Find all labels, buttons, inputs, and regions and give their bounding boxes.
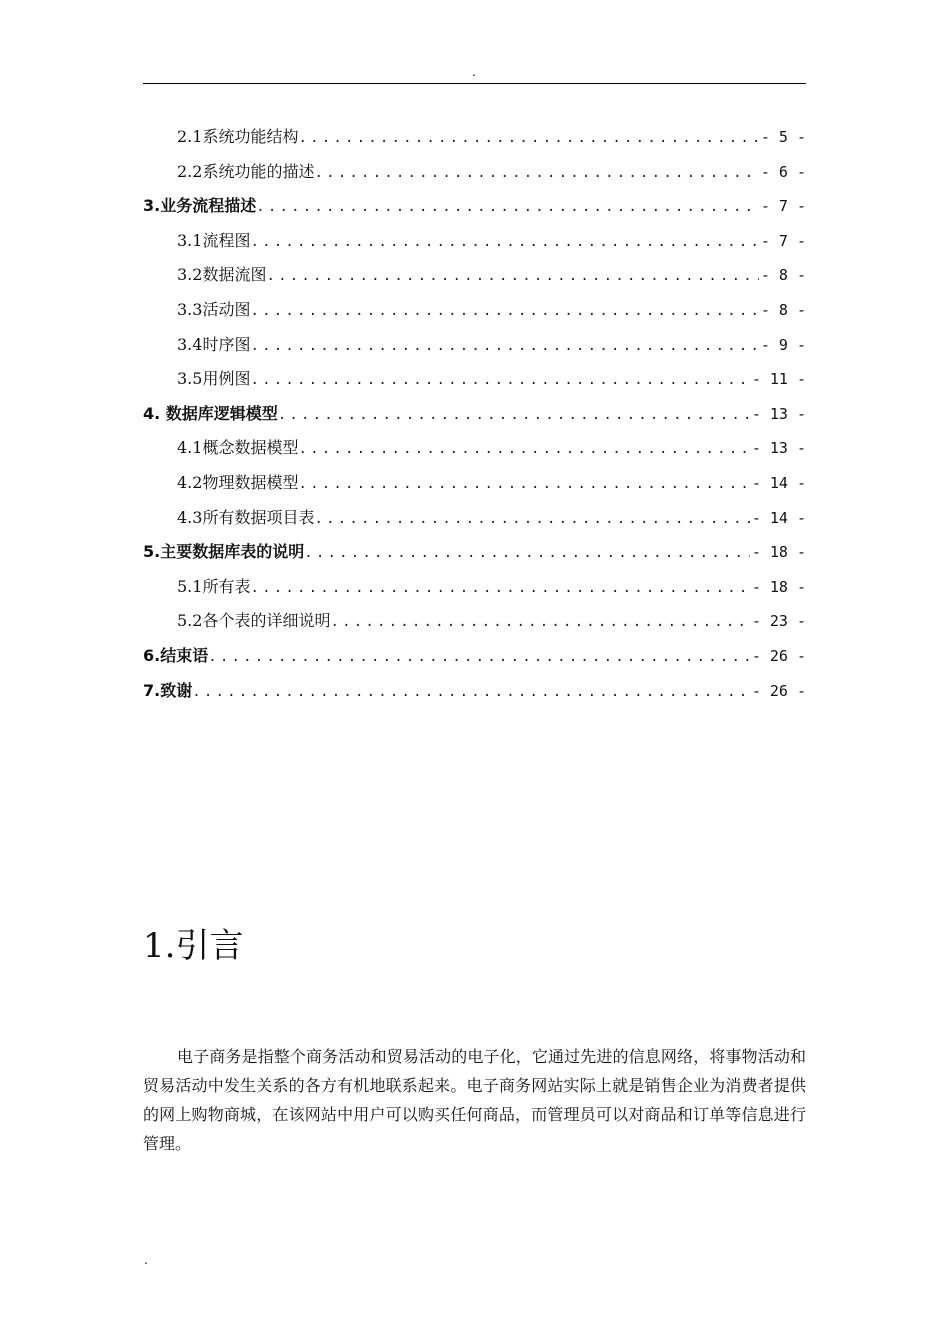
toc-entry-page: - 8 - (760, 300, 806, 319)
toc-entry-page: - 11 - (751, 370, 806, 389)
toc-entry-title: 4.3所有数据项目表 (177, 507, 315, 527)
toc-entry-page: - 18 - (751, 543, 806, 562)
toc-entry-page: - 5 - (760, 128, 806, 146)
toc-entry[interactable] (143, 189, 806, 224)
toc-entry-page: - 7 - (760, 197, 806, 216)
toc-entry[interactable] (143, 501, 806, 536)
toc-entry-page: - 23 - (751, 612, 806, 631)
toc-entry-page: - 9 - (760, 335, 806, 354)
toc-entry-title: 6.结束语 (143, 645, 209, 665)
toc-entry-page: - 26 - (751, 681, 806, 700)
toc-entry[interactable] (143, 362, 806, 397)
toc-entry-title: 5.主要数据库表的说明 (143, 542, 305, 562)
table-of-contents (143, 120, 806, 708)
toc-entry-title: 3.2数据流图 (177, 265, 267, 285)
intro-paragraph: 电子商务是指整个商务活动和贸易活动的电子化，它通过先进的信息网络，将事物活动和贸易活动中发生关系的各方有机地联系起来。电子商务网站实际上就是销售企业为消费者提供的网上购物商城，在该网站中用户可以购买任何商品，而管理员可以对商品和订单等信息进行管理。 (143, 1047, 806, 1153)
toc-entry[interactable] (143, 535, 806, 570)
toc-dot-leader (314, 502, 749, 536)
toc-entry[interactable] (143, 570, 806, 605)
toc-entry[interactable] (143, 120, 806, 155)
toc-entry[interactable] (143, 258, 806, 293)
toc-dot-leader (304, 536, 750, 570)
toc-entry-title: 3.5用例图 (177, 369, 251, 389)
toc-entry[interactable] (143, 293, 806, 328)
toc-entry-page: - 13 - (751, 439, 806, 458)
toc-entry-page: - 14 - (751, 508, 806, 527)
toc-entry-page: - 7 - (760, 231, 806, 250)
toc-dot-leader (298, 467, 749, 501)
toc-entry-title: 4. 数据库逻辑模型 (143, 403, 278, 423)
footer-mark: . (144, 1253, 148, 1267)
toc-dot-leader (266, 259, 758, 293)
toc-entry-page: - 6 - (760, 162, 806, 181)
toc-dot-leader (208, 640, 750, 674)
toc-dot-leader (298, 432, 749, 466)
toc-entry-title: 4.1概念数据模型 (177, 438, 299, 458)
toc-entry-title: 3.4时序图 (177, 334, 251, 354)
toc-dot-leader (314, 156, 758, 190)
toc-entry-page: - 8 - (760, 266, 806, 285)
toc-entry-title: 4.2物理数据模型 (177, 472, 299, 492)
toc-entry-page: - 26 - (751, 646, 806, 665)
toc-entry-page: - 13 - (751, 404, 806, 423)
toc-entry-title: 5.2各个表的详细说明 (177, 611, 331, 631)
section-heading: 1.引言 (143, 926, 244, 966)
toc-dot-leader (250, 225, 758, 259)
toc-entry-title: 2.1系统功能结构 (177, 127, 299, 146)
toc-dot-leader (250, 294, 758, 328)
toc-entry[interactable] (143, 674, 806, 709)
toc-entry[interactable] (143, 431, 806, 466)
toc-dot-leader (250, 571, 749, 605)
toc-entry[interactable] (143, 639, 806, 674)
toc-dot-leader (192, 675, 750, 709)
toc-entry[interactable] (143, 155, 806, 190)
toc-entry-page: - 18 - (751, 577, 806, 596)
header-mark: . (472, 65, 476, 79)
toc-dot-leader (256, 190, 759, 224)
toc-dot-leader (298, 121, 758, 155)
toc-entry-title: 3.1流程图 (177, 230, 251, 250)
toc-entry-title: 3.3活动图 (177, 299, 251, 319)
toc-entry[interactable] (143, 224, 806, 259)
toc-dot-leader (330, 605, 749, 639)
toc-entry[interactable] (143, 397, 806, 432)
toc-dot-leader (250, 363, 749, 397)
toc-entry-page: - 14 - (751, 473, 806, 492)
toc-entry-title: 5.1所有表 (177, 576, 251, 596)
toc-dot-leader (278, 398, 750, 432)
header-rule (143, 83, 806, 84)
toc-entry[interactable] (143, 466, 806, 501)
toc-entry[interactable] (143, 328, 806, 363)
toc-dot-leader (250, 329, 758, 363)
toc-entry-title: 7.致谢 (143, 680, 193, 700)
toc-entry-title: 2.2系统功能的描述 (177, 161, 315, 181)
toc-entry-title: 3.业务流程描述 (143, 196, 257, 216)
toc-entry[interactable] (143, 604, 806, 639)
